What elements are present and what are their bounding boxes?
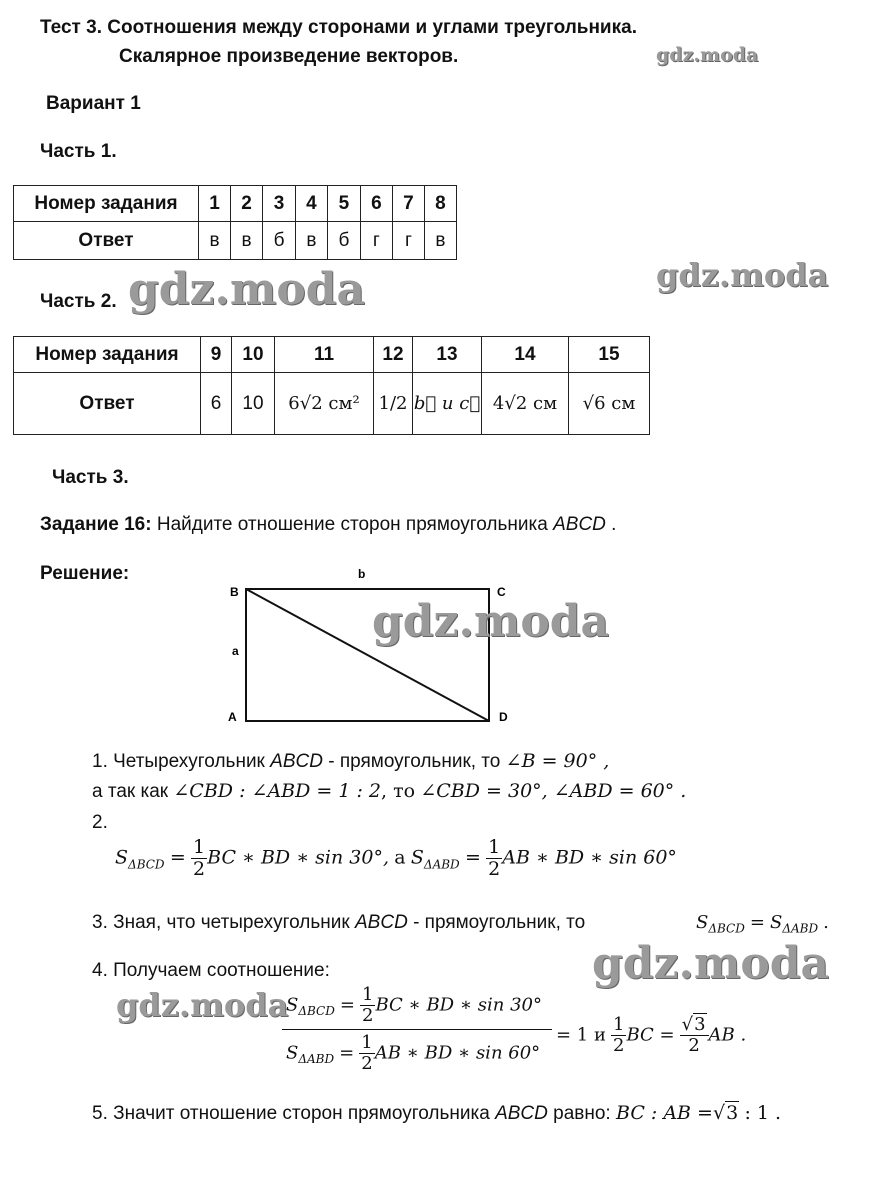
fraction-half	[191, 838, 207, 879]
watermark: gdz.moda	[128, 264, 366, 315]
step-text: 1. Четырехугольник	[92, 751, 265, 772]
step3-math	[696, 912, 829, 936]
step-text: 5. Значит отношение сторон прямоугольника	[92, 1103, 490, 1124]
frac-den: 2	[193, 858, 206, 880]
side-a-label: a	[232, 644, 239, 658]
task-number: 14	[482, 337, 569, 373]
part3-label: Часть 3.	[52, 467, 129, 488]
vertex-b: B	[230, 585, 239, 599]
math-dot: .	[823, 912, 829, 933]
frac-num: 1	[613, 1014, 625, 1035]
math-eq: =	[339, 1042, 355, 1064]
step2-formula	[115, 838, 677, 879]
step3-line	[92, 912, 585, 934]
frac-num: 1	[361, 1032, 373, 1053]
math-sub: ΔABD	[423, 857, 460, 872]
math-s: S	[286, 994, 299, 1016]
vertex-a: A	[228, 710, 237, 724]
step-text: - прямоугольник, то	[328, 751, 501, 772]
step-math: ∠CBD : ∠ABD = 1 : 2	[173, 780, 382, 802]
math-eq: =	[749, 912, 765, 933]
answer-cell: b⃗ и c⃗	[413, 373, 482, 435]
task-number: 3	[263, 186, 296, 222]
part1-label: Часть 1.	[40, 141, 117, 162]
answer-cell: в	[199, 222, 231, 260]
answer-cell: г	[360, 222, 392, 260]
vertex-d: D	[499, 710, 508, 724]
math-sub: ΔBCD	[708, 921, 745, 936]
task-number: 15	[569, 337, 650, 373]
step2-number: 2.	[92, 812, 108, 833]
task-number: 7	[392, 186, 424, 222]
step1-line1	[92, 750, 609, 773]
big-frac-denominator	[282, 1030, 552, 1073]
answer-cell: 4√2 см	[482, 373, 569, 435]
watermark: gdz.moda	[656, 44, 759, 66]
solution-label: Решение:	[40, 563, 130, 584]
math-s: S	[696, 912, 709, 933]
part2-answer-table	[13, 336, 650, 435]
step-math: BC ∗ BD ∗ sin 30°	[375, 994, 542, 1016]
fraction-half	[486, 838, 502, 879]
task-number: 8	[424, 186, 456, 222]
math-eq: =	[464, 846, 481, 869]
answer-cell: √6 см	[569, 373, 650, 435]
answer-cell: г	[392, 222, 424, 260]
step-text: - прямоугольник, то	[413, 912, 586, 933]
step-figure: ABCD	[495, 1103, 548, 1124]
step-math: ∠CBD = 30°, ∠ABD = 60° .	[420, 780, 687, 802]
step-text: 3. Зная, что четырехугольник	[92, 912, 350, 933]
big-frac-numerator	[282, 986, 552, 1030]
answer-cell: в	[295, 222, 327, 260]
task-number: 6	[360, 186, 392, 222]
task-number: 5	[327, 186, 360, 222]
step-figure: ABCD	[355, 912, 408, 933]
math-eq: =	[169, 846, 186, 869]
watermark: gdz.moda	[116, 986, 289, 1024]
step-math: BC ∗ BD ∗ sin 30°,	[207, 846, 389, 869]
fraction-half	[360, 986, 375, 1025]
side-b-label: b	[358, 567, 366, 581]
answer-cell: 6√2 см²	[275, 373, 374, 435]
step4-result	[556, 1016, 746, 1055]
step-math: BC : AB =	[616, 1102, 713, 1124]
frac-den: 2	[613, 1035, 625, 1056]
frac-num: 1	[193, 836, 206, 858]
table-header-task: Номер задания	[14, 337, 201, 373]
sqrt-value: 3	[726, 1102, 739, 1124]
math-s: S	[115, 846, 129, 869]
step1-line2	[92, 780, 686, 803]
frac-den: 2	[361, 1053, 373, 1074]
part2-label: Часть 2.	[40, 291, 117, 312]
math-sub: ΔABD	[298, 1051, 335, 1066]
vertex-c: C	[497, 585, 506, 599]
table-header-task: Номер задания	[14, 186, 199, 222]
watermark: gdz.moda	[592, 938, 830, 989]
answer-cell: б	[327, 222, 360, 260]
math-s: S	[410, 846, 424, 869]
title-line-2: Скалярное произведение векторов.	[119, 46, 459, 67]
answer-cell: б	[263, 222, 296, 260]
step-math: ∠B = 90° ,	[505, 750, 610, 772]
frac-num: 1	[361, 984, 374, 1005]
math-sub: ΔABD	[782, 921, 819, 936]
task16-figure: ABCD	[553, 514, 606, 535]
answer-cell: 10	[232, 373, 275, 435]
math-s: S	[286, 1042, 299, 1064]
answer-cell: 1/2	[374, 373, 413, 435]
task-number: 11	[275, 337, 374, 373]
sqrt-value: 3	[694, 1014, 706, 1035]
task-number: 4	[295, 186, 327, 222]
math-sub: ΔBCD	[128, 857, 165, 872]
step-math: BC =	[626, 1024, 675, 1046]
task-number: 13	[413, 337, 482, 373]
math-sub: ΔBCD	[298, 1003, 335, 1018]
step4-line: 4. Получаем соотношение:	[92, 960, 330, 981]
math-eq: =	[339, 994, 355, 1016]
step-text: а так как	[92, 781, 169, 802]
fraction-half	[359, 1034, 374, 1073]
step-math: AB .	[708, 1024, 747, 1046]
fraction-sqrt3-over-2: $\frac{√3}{2}$	[680, 1016, 709, 1055]
math-s: S	[769, 912, 783, 933]
variant-label: Вариант 1	[46, 93, 141, 114]
task-number: 12	[374, 337, 413, 373]
watermark: gdz.moda	[372, 596, 610, 647]
task-number: 1	[199, 186, 231, 222]
step-text: , то	[381, 780, 416, 802]
step5-line: 5. Значит отношение сторон прямоугольника ABCD равно: BC : AB =√3 : 1 .	[92, 1102, 782, 1124]
frac-den: 2	[488, 858, 501, 880]
frac-den: 2	[361, 1005, 374, 1026]
step-figure: ABCD	[270, 751, 323, 772]
answer-cell: в	[424, 222, 456, 260]
step-math: : 1 .	[744, 1102, 782, 1124]
task16-text: Найдите отношение сторон прямоугольника	[156, 514, 548, 535]
table-header-answer: Ответ	[14, 373, 201, 435]
frac-den: 2	[688, 1035, 700, 1056]
task-number: 10	[232, 337, 275, 373]
step-math: AB ∗ BD ∗ sin 60°	[374, 1042, 541, 1064]
fraction-half	[611, 1016, 626, 1055]
watermark: gdz.moda	[656, 256, 829, 294]
answer-cell: в	[231, 222, 263, 260]
table-header-answer: Ответ	[14, 222, 199, 260]
step-math: = 1 и	[556, 1024, 606, 1046]
task16-label: Задание 16:	[40, 514, 152, 535]
task-number: 9	[201, 337, 232, 373]
step-math: AB ∗ BD ∗ sin 60°	[502, 846, 677, 869]
step4-big-fraction	[282, 986, 552, 1073]
answer-cell: 6	[201, 373, 232, 435]
part1-answer-table	[13, 185, 457, 260]
task-number: 2	[231, 186, 263, 222]
step-text: равно:	[553, 1103, 611, 1124]
step-text: а	[394, 846, 406, 869]
frac-num: 1	[488, 836, 501, 858]
title-line-1: Тест 3. Соотношения между сторонами и углами треугольника.	[40, 17, 637, 38]
task16-line: Задание 16: Найдите отношение сторон прямоугольника ABCD .	[40, 514, 617, 535]
